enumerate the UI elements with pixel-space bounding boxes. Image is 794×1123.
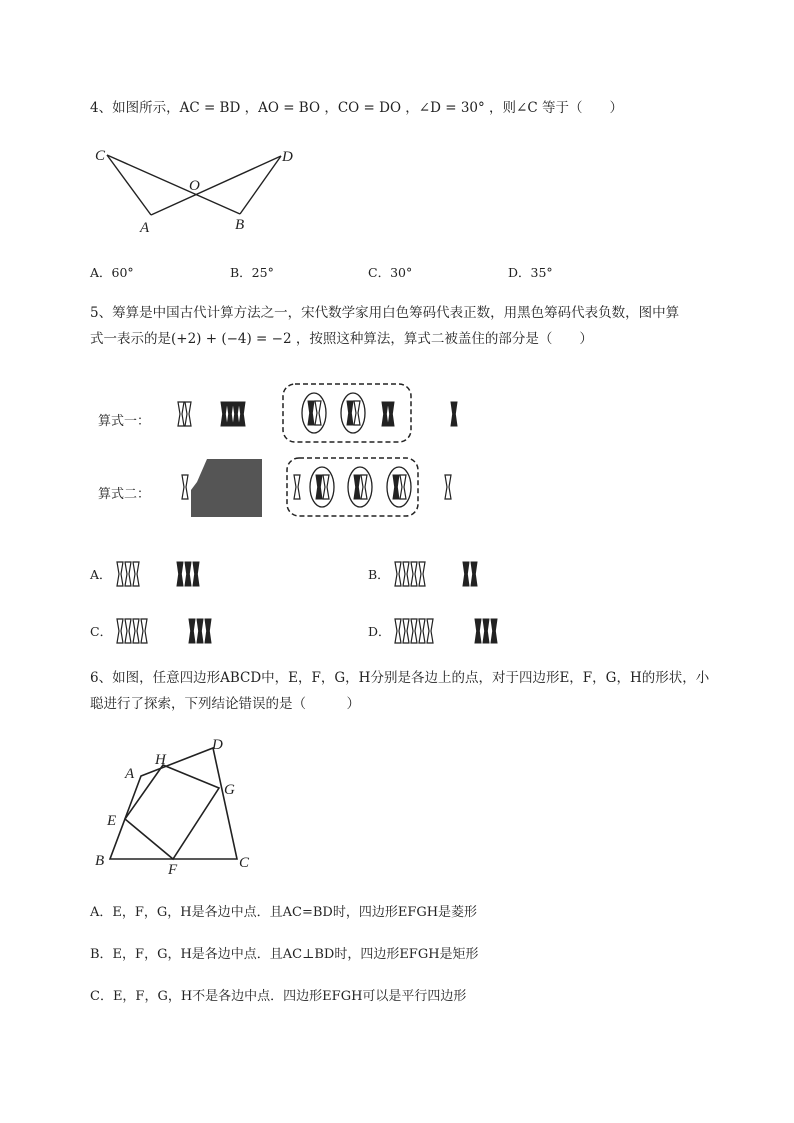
q5-option-b[interactable]: B．	[368, 567, 390, 582]
label-B: B	[95, 853, 105, 869]
q4-option-c[interactable]: C．30°	[368, 265, 413, 280]
formula1-white-rods	[178, 402, 191, 426]
counting-rods-figure	[175, 378, 555, 528]
formula1-label: 算式一：	[98, 414, 151, 429]
label-C: C	[95, 148, 106, 164]
label-A: A	[140, 220, 150, 236]
label-F: F	[168, 862, 178, 878]
label-B: B	[235, 217, 245, 233]
q5-option-d[interactable]: D．	[368, 624, 391, 639]
label-C: C	[239, 855, 250, 871]
q4-option-a[interactable]: A．60°	[90, 265, 134, 280]
label-E: E	[107, 813, 117, 829]
formula2-label: 算式二：	[98, 487, 151, 502]
q5-stem-line1: 5、筹算是中国古代计算方法之一，宋代数学家用白色筹码代表正数，用黑色筹码代表负数，图中算	[90, 305, 680, 321]
q5-option-a[interactable]: A．	[90, 567, 112, 582]
q5-stem-line2: 式一表示的是(+2) + (−4) = −2 ，按照这种算法，算式二被盖住的部分是（ ）	[90, 331, 593, 347]
label-H: H	[155, 752, 166, 768]
q4-figure	[95, 147, 305, 237]
q5-option-c[interactable]: C．	[90, 624, 113, 639]
q4-stem: 4、如图所示，AC = BD ，AO = BO ，CO = DO ，∠D = 30° ，则∠C 等于（ ）	[90, 100, 623, 116]
q4-option-d[interactable]: D．35°	[508, 265, 553, 280]
q6-stem-line1: 6、如图，任意四边形ABCD中，E，F，G，H分别是各边上的点，对于四边形E，F，G，H的形状，小	[90, 670, 710, 686]
q6-figure	[92, 737, 262, 877]
q5-option-a-rods	[112, 560, 222, 590]
q6-stem-line2: 聪进行了探索，下列结论错误的是（ ）	[90, 696, 360, 712]
q6-option-c[interactable]: C．E，F，G，H不是各边中点．四边形EFGH可以是平行四边形	[90, 989, 467, 1004]
formula1-black-rods	[221, 402, 245, 426]
q5-option-c-rods	[112, 617, 232, 647]
q5-option-d-rods	[390, 617, 530, 647]
q5-option-b-rods	[390, 560, 500, 590]
label-D: D	[282, 149, 293, 165]
label-O: O	[189, 178, 200, 194]
q4-option-b[interactable]: B．25°	[230, 265, 274, 280]
label-D: D	[212, 737, 223, 753]
label-A: A	[125, 766, 135, 782]
label-G: G	[224, 782, 235, 798]
q6-option-b[interactable]: B．E，F，G，H是各边中点．且AC⊥BD时，四边形EFGH是矩形	[90, 947, 479, 962]
q6-option-a[interactable]: A．E，F，G，H是各边中点．且AC=BD时，四边形EFGH是菱形	[90, 905, 478, 920]
